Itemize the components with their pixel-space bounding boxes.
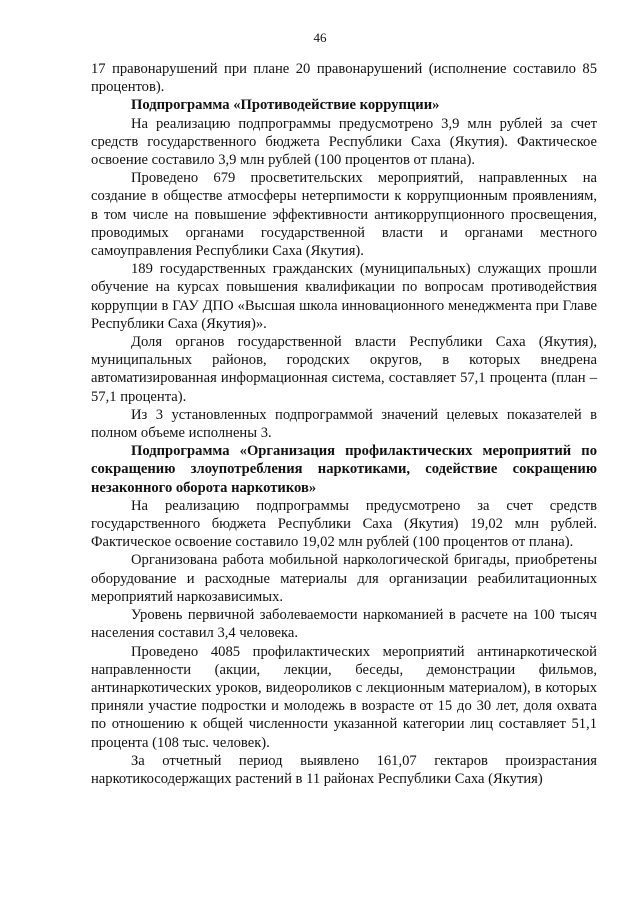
paragraph-preventive-events: Проведено 4085 профилактических мероприятий антинаркотической направленности (акции, лекции, беседы, демонстрации фильмов, антинаркотических уроков, видеороликов с лекционным материалом), в которых приняли участие подростки и молодежь в возрасте от 15 до 30 лет, доля охвата по отношению к общей численности указанной категории лиц составляет 51,1 процента (108 тыс. человек). [91,643,597,751]
paragraph-drug-prevention-funding: На реализацию подпрограммы предусмотрено за счет средств государственного бюджета Республики Саха (Якутия) 19,02 млн рублей. Фактическое освоение составило 19,02 млн рублей (100 процентов от плана). [91,497,597,551]
section-heading-anticorruption: Подпрограмма «Противодействие коррупции» [131,97,440,114]
document-body [91,60,597,788]
page-number: 46 [313,30,327,45]
section-heading-drug-prevention: Подпрограмма «Организация профилактических мероприятий по сокращению злоупотребления наркотиками, содействие сокращению незаконного оборота наркотиков» [91,443,597,496]
paragraph-automated-system-share: Доля органов государственной власти Республики Саха (Якутия), муниципальных районов, городских округов, в которых внедрена автоматизированная информационная система, составляет 57,1 процента (план – 57,1 процента). [91,334,597,405]
paragraph-anticorruption-funding: На реализацию подпрограммы предусмотрено 3,9 млн рублей за счет средств государственного бюджета Республики Саха (Якутия). Фактическое освоение составило 3,9 млн рублей (100 процентов от плана). [91,115,597,169]
paragraph-morbidity-rate: Уровень первичной заболеваемости наркоманией в расчете на 100 тысяч населения составил 3,4 человека. [91,607,597,642]
paragraph-civil-servants-training: 189 государственных гражданских (муниципальных) служащих прошли обучение на курсах повышения квалификации по вопросам противодействия коррупции в ГАУ ДПО «Высшая школа инновационного менеджмента при Главе Республики Саха (Якутия)». [91,261,597,332]
paragraph-educational-events: Проведено 679 просветительских мероприятий, направленных на создание в обществе атмосферы нетерпимости к коррупционным проявлениям, в том числе на повышение эффективности антикоррупционного просвещения, проводимых органами государственной власти и органами местного самоуправления Республики Саха (Якутия). [91,170,597,260]
paragraph-narcotic-plants: За отчетный период выявлено 161,07 гектаров произрастания наркотикосодержащих растений в 11 районах Республики Саха (Якутия) [91,752,597,787]
paragraph-target-indicators: Из 3 установленных подпрограммой значений целевых показателей в полном объеме исполнены 3. [91,406,597,442]
paragraph-mobile-brigade: Организована работа мобильной наркологической бригады, приобретены оборудование и расходные материалы для организации реабилитационных мероприятий наркозависимых. [91,552,597,605]
paragraph-continuation: 17 правонарушений при плане 20 правонарушений (исполнение составило 85 процентов). [91,61,597,96]
